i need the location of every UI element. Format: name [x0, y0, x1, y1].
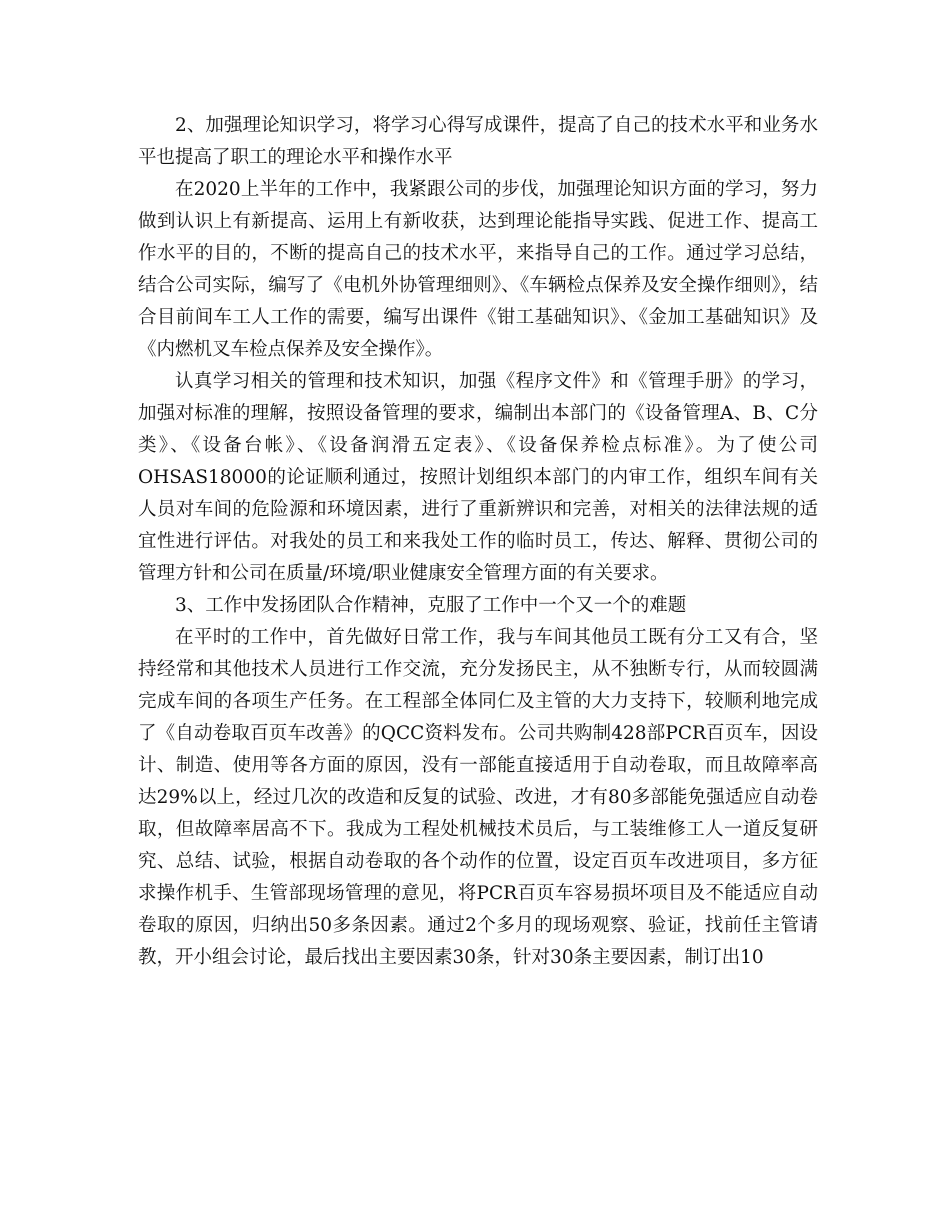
document-page: [138, 110, 818, 974]
section-heading-3: 3、工作中发扬团队合作精神，克服了工作中一个又一个的难题: [175, 595, 687, 616]
paragraph-study: 在2020上半年的工作中，我紧跟公司的步伐，加强理论知识方面的学习，努力做到认识上有新提高、运用上有新收获，达到理论能指导实践、促进工作、提高工作水平的目的，不断的提高自己的技术水平，来指导自己的工作。通过学习总结，结合公司实际，编写了《电机外协管理细则》、《车辆检点保养及安全操作细则》，结合目前间车工人工作的需要，编写出课件《钳工基础知识》、《金加工基础知识》及《内燃机叉车检点保养及安全操作》。: [138, 179, 818, 360]
section-heading-2: 2、加强理论知识学习，将学习心得写成课件，提高了自己的技术水平和业务水平也提高了职工的理论水平和操作水平: [138, 115, 818, 168]
paragraph-management: 认真学习相关的管理和技术知识，加强《程序文件》和《管理手册》的学习，加强对标准的理解，按照设备管理的要求，编制出本部门的《设备管理A、B、C分类》、《设备台帐》、《设备润滑五定表》、《设备保养检点标准》。为了使公司OHSAS18000的论证顺利通过，按照计划组织本部门的内审工作，组织车间有关人员对车间的危险源和环境因素，进行了重新辨识和完善，对相关的法律法规的适宜性进行评估。对我处的员工和来我处工作的临时员工，传达、解释、贯彻公司的管理方针和公司在质量/环境/职业健康安全管理方面的有关要求。: [138, 371, 818, 584]
paragraph-teamwork: 在平时的工作中，首先做好日常工作，我与车间其他员工既有分工又有合，坚持经常和其他技术人员进行工作交流，充分发扬民主，从不独断专行，从而较圆满完成车间的各项生产任务。在工程部全体同仁及主管的大力支持下，较顺利地完成了《自动卷取百页车改善》的QCC资料发布。公司共购制428部PCR百页车，因设计、制造、使用等各方面的原因，没有一部能直接适用于自动卷取，而且故障率高达29%以上，经过几次的改造和反复的试验、改进，才有80多部能免强适应自动卷取，但故障率居高不下。我成为工程处机械技术员后，与工装维修工人一道反复研究、总结、试验，根据自动卷取的各个动作的位置，设定百页车改进项目，多方征求操作机手、生管部现场管理的意见，将PCR百页车容易损坏项目及不能适应自动卷取的原因，归纳出50多条因素。通过2个多月的现场观察、验证，找前任主管请教，开小组会讨论，最后找出主要因素30条，针对30条主要因素，制订出10: [138, 627, 818, 968]
